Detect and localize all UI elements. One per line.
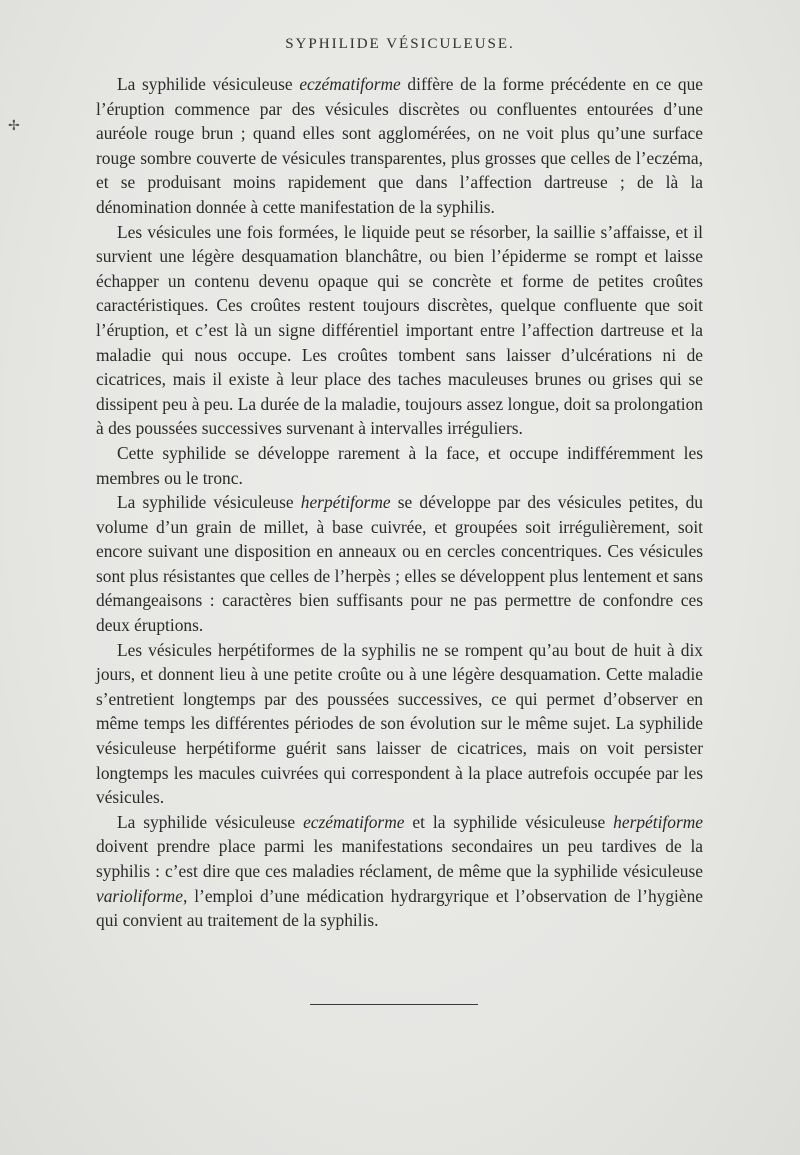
italic-term: herpétiforme [613,811,704,832]
text-run: diffère de la forme précédente en ce que l’éruption commence par des vésicules discrètes ou confluentes entourées d’une auréole rouge brun ; quand elles sont agglomérées, on ne voit plus qu’une surface rouge sombre couverte de vésicules transparentes, plus grosses que celles de l’eczéma, et se produisant moins rapidement que dans l’affection dartreuse ; de là la dénomination donnée à cette manifestation de la syphilis. [96,74,704,217]
paragraph [96,441,703,490]
text-run: La syphilide vésiculeuse [117,811,304,832]
text-run: Cette syphilide se développe rarement à la face, et occupe indifféremment les membres ou le tronc. [96,442,703,488]
running-head: SYPHILIDE VÉSICULEUSE. [285,36,515,52]
italic-term: eczématiforme [303,811,405,832]
paragraph [96,220,703,441]
text-run: , l’emploi d’une médication hydrargyrique et l’observation de l’hygiène qui convient au traitement de la syphilis. [96,885,703,931]
paragraph [96,638,703,810]
text-run: Les vésicules une fois formées, le liquide peut se résorber, la saillie s’affaisse, et il survient une légère desquamation blanchâtre, ou bien l’épiderme se rompt et laisse échapper un contenu devenu opaque qui se concrète et forme de petites croûtes caractéristiques. Ces croûtes restent toujours discrètes, quelque confluente que soit l’éruption, et c’est là un signe différentiel important entre l’affection dartreuse et la maladie qui nous occupe. Les croûtes tombent sans laisser d’ulcérations ni de cicatrices, mais il existe à leur place des taches maculeuses brunes ou grises qui se dissipent peu à peu. La durée de la maladie, toujours assez longue, doit sa prolongation à des poussées successives survenant à intervalles irréguliers. [96,221,703,439]
body-text [96,72,703,933]
margin-mark: ✢ [8,119,20,134]
text-run: La syphilide vésiculeuse [117,74,300,94]
italic-term: varioliforme [96,885,183,906]
text-run: Les vésicules herpétiformes de la syphilis ne se rompent qu’au bout de huit à dix jours, et donnent lieu à une petite croûte ou à une légère desquamation. Cette maladie s’entretient longtemps par des poussées successives, ce qui permet d’observer en même temps les différentes périodes de son évolution sur le même sujet. La syphilide vésiculeuse herpétiforme guérit sans laisser de cicatrices, mais on voit persister longtemps les macules cuivrées qui correspondent à la place autrefois occupée par les vésicules. [96,639,703,808]
end-rule [312,1004,478,1005]
paragraph [96,72,703,220]
text-run: La syphilide vésiculeuse [117,492,301,513]
text-run: et la syphilide vésiculeuse [404,811,614,832]
paragraph [96,810,703,933]
text-run: se développe par des vésicules petites, du volume d’un grain de millet, à base cuivrée, et groupées soit irrégulièrement, soit encore suivant une disposition en anneaux ou en cercles concentriques. Ces vésicules sont plus résistantes que celles de l’herpès ; elles se développent plus lentement et sans démangeaisons : caractères bien suffisants pour ne pas permettre de confondre ces deux éruptions. [96,492,703,636]
paragraph [96,490,703,638]
italic-term: herpétiforme [300,492,391,513]
italic-term: eczématiforme [299,74,401,94]
text-run: doivent prendre place parmi les manifestations secondaires un peu tardives de la syphilis : c’est dire que ces maladies réclament, de même que la syphilide vésiculeuse [96,836,703,881]
